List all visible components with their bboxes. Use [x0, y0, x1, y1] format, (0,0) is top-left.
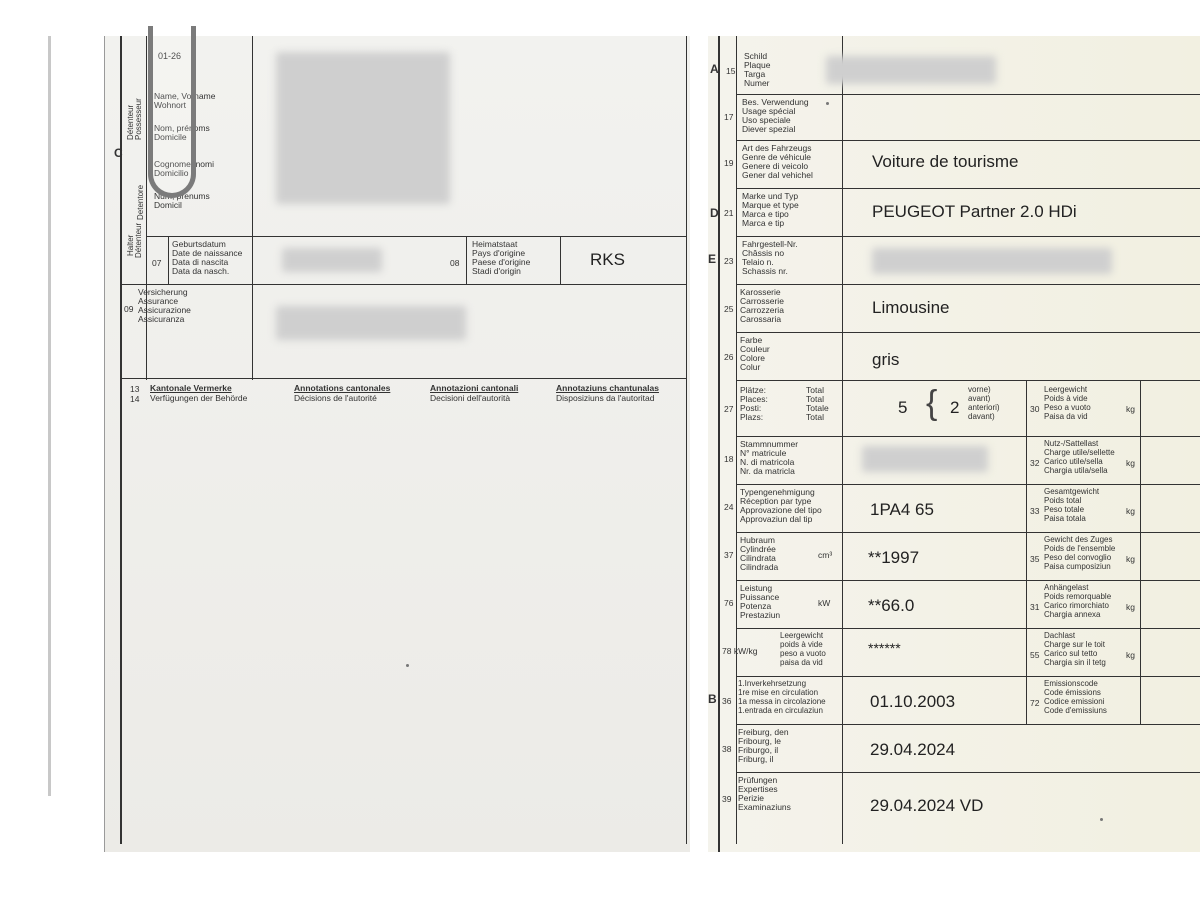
side-label-detenteur: Détenteur — [134, 222, 143, 258]
divider — [736, 236, 1200, 237]
f27-label-2: Places: — [740, 394, 768, 404]
f39-label-1: Prüfungen — [738, 775, 778, 785]
f31-label-3: Carico rimorchiato — [1044, 601, 1109, 610]
f78-label-3: peso a vuoto — [780, 649, 826, 658]
f17-label-4: Diever spezial — [742, 124, 796, 134]
holder-label-8: Domicil — [154, 200, 182, 210]
divider — [146, 36, 147, 380]
redacted-matricule — [862, 446, 988, 472]
f36-label-2: 1re mise en circulation — [738, 688, 819, 697]
f19-label-3: Genere di veicolo — [742, 161, 809, 171]
issue-date-value: 29.04.2024 — [870, 740, 956, 759]
divider — [1140, 380, 1141, 724]
f26-label-3: Colore — [740, 353, 766, 363]
f25-label-1: Karosserie — [740, 287, 781, 297]
f32-label-2: Charge utile/sellette — [1044, 448, 1115, 457]
f33-label-1: Gesamtgewicht — [1044, 487, 1100, 496]
field-72-number: 72 — [1030, 698, 1040, 708]
f18-label-3: N. di matricola — [740, 457, 795, 467]
f31-label-2: Poids remorquable — [1044, 592, 1112, 601]
f27-front-3: anteriori) — [968, 403, 1000, 412]
f18-label-1: Stammnummer — [740, 439, 799, 449]
divider — [168, 236, 169, 284]
f32-label-1: Nutz-/Sattellast — [1044, 439, 1099, 448]
f27-label-4: Plazs: — [740, 412, 764, 422]
holder-label-3: Nom, prénoms — [154, 123, 210, 133]
field-25-number: 25 — [724, 304, 734, 314]
divider — [466, 236, 467, 284]
f31-label-4: Chargia annexa — [1044, 610, 1101, 619]
f76-unit: kW — [818, 598, 831, 608]
field-24-number: 24 — [724, 502, 734, 512]
f55-unit: kg — [1126, 650, 1135, 660]
f76-label-2: Puissance — [740, 592, 780, 602]
f37-label-1: Hubraum — [740, 535, 775, 545]
f07-label-4: Data da nasch. — [172, 266, 230, 276]
redacted-holder — [276, 52, 450, 204]
f17-label-2: Usage spécial — [742, 106, 796, 116]
divider — [736, 284, 1200, 285]
f55-label-3: Carico sul tetto — [1044, 649, 1098, 658]
f35-unit: kg — [1126, 554, 1135, 564]
f30-unit: kg — [1126, 404, 1135, 414]
f17-label-1: Bes. Verwendung — [742, 97, 809, 107]
field-31-number: 31 — [1030, 602, 1040, 612]
f36-label-4: 1.entrada en circulaziun — [738, 706, 823, 715]
annot-col3-title: Annotazioni cantonali — [430, 383, 519, 393]
f76-label-1: Leistung — [740, 583, 773, 593]
holder-label-1: Name, Vorname — [154, 91, 216, 101]
f09-label-3: Assicurazione — [138, 305, 191, 315]
field-18-number: 18 — [724, 454, 734, 464]
speck — [826, 102, 829, 105]
annot-col4-title: Annotaziuns chantunalas — [556, 383, 659, 393]
f35-label-1: Gewicht des Zuges — [1044, 535, 1113, 544]
f30-label-3: Peso a vuoto — [1044, 403, 1091, 412]
f33-label-4: Paisa totala — [1044, 514, 1086, 523]
f31-label-1: Anhängelast — [1044, 583, 1089, 592]
field-76-number: 76 — [724, 598, 734, 608]
f76-label-3: Potenza — [740, 601, 772, 611]
f38-label-2: Fribourg, le — [738, 736, 781, 746]
annot-col1-sub: Verfügungen der Behörde — [150, 393, 248, 403]
f24-label-3: Approvazione del tipo — [740, 505, 822, 515]
f18-label-4: Nr. da matricla — [740, 466, 795, 476]
f72-label-3: Codice emissioni — [1044, 697, 1105, 706]
field-36-number: 36 — [722, 696, 732, 706]
f09-label-1: Versicherung — [138, 287, 188, 297]
divider — [736, 188, 1200, 189]
divider — [736, 676, 1200, 677]
f33-label-3: Peso totale — [1044, 505, 1085, 514]
f19-label-4: Gener dal vehichel — [742, 170, 813, 180]
f23-label-4: Schassis nr. — [742, 266, 788, 276]
f55-label-1: Dachlast — [1044, 631, 1076, 640]
divider — [736, 724, 1200, 725]
divider — [736, 772, 1200, 773]
f07-label-2: Date de naissance — [172, 248, 243, 258]
section-letter-a: A — [710, 62, 719, 76]
f36-label-1: 1.Inverkehrsetzung — [738, 679, 807, 688]
f27-total-2: Total — [806, 394, 824, 404]
power-weight-value: ****** — [868, 640, 901, 656]
divider — [736, 484, 1200, 485]
side-label-possesseur: Possesseur — [134, 98, 143, 140]
type-approval-value: 1PA4 65 — [870, 500, 934, 519]
f38-label-3: Friburgo, il — [738, 745, 779, 755]
redacted-chassis — [872, 248, 1112, 274]
holder-label-6: Domicilio — [154, 168, 189, 178]
f24-label-4: Approvaziun dal tip — [740, 514, 813, 524]
f78-label-2: poids à vide — [780, 640, 823, 649]
divider — [736, 140, 1200, 141]
section-letter-e: E — [708, 252, 717, 266]
section-letter-d: D — [710, 206, 719, 220]
holder-label-5: Cognome, nomi — [154, 159, 215, 169]
seats-total-value: 5 — [898, 398, 908, 417]
field-08-number: 08 — [450, 258, 460, 268]
make-model-value: PEUGEOT Partner 2.0 HDi — [872, 202, 1077, 221]
color-value: gris — [872, 350, 900, 369]
divider — [146, 236, 686, 237]
field-30-number: 30 — [1030, 404, 1040, 414]
f23-label-1: Fahrgestell-Nr. — [742, 239, 798, 249]
divider — [252, 36, 253, 380]
field-21-number: 21 — [724, 208, 734, 218]
holder-label-2: Wohnort — [154, 100, 186, 110]
f25-label-4: Carossaria — [740, 314, 782, 324]
divider — [120, 284, 686, 285]
f15-label-2: Plaque — [744, 60, 771, 70]
f55-label-4: Chargia sin il tetg — [1044, 658, 1106, 667]
f09-label-4: Assicuranza — [138, 314, 185, 324]
f37-label-2: Cylindrée — [740, 544, 776, 554]
field-39-number: 39 — [722, 794, 732, 804]
f27-total-3: Totale — [806, 403, 829, 413]
f76-label-4: Prestaziun — [740, 610, 781, 620]
f27-label-3: Posti: — [740, 403, 762, 413]
holder-label-4: Domicile — [154, 132, 187, 142]
field-35-number: 35 — [1030, 554, 1040, 564]
divider — [1026, 380, 1027, 724]
speck — [406, 664, 409, 667]
f39-label-4: Examinaziuns — [738, 802, 791, 812]
annot-col2-title: Annotations cantonales — [294, 383, 391, 393]
f72-label-1: Emissionscode — [1044, 679, 1098, 688]
annot-col3-sub: Decisioni dell'autorità — [430, 393, 511, 403]
body-type-value: Limousine — [872, 298, 950, 317]
f21-label-1: Marke und Typ — [742, 191, 799, 201]
field-09-number: 09 — [124, 304, 134, 314]
nationality-value: RKS — [590, 250, 625, 269]
annot-col1-title: Kantonale Vermerke — [150, 383, 232, 393]
f19-label-1: Art des Fahrzeugs — [742, 143, 812, 153]
f27-front-4: davant) — [968, 412, 995, 421]
f21-label-4: Marca e tip — [742, 218, 785, 228]
f09-label-2: Assurance — [138, 296, 179, 306]
field-38-number: 38 — [722, 744, 732, 754]
vehicle-type-value: Voiture de tourisme — [872, 152, 1019, 171]
divider — [686, 36, 687, 844]
f27-total-4: Total — [806, 412, 824, 422]
holder-label-7: Num, prenums — [154, 191, 210, 201]
divider — [736, 532, 1200, 533]
f78-label-4: paisa da vid — [780, 658, 823, 667]
power-value: **66.0 — [868, 596, 915, 615]
f38-label-1: Freiburg, den — [738, 727, 789, 737]
page-margin — [0, 852, 1200, 900]
field-33-number: 33 — [1030, 506, 1040, 516]
divider — [736, 36, 737, 844]
f36-label-3: 1a messa in circolazione — [738, 697, 826, 706]
side-label-halter: Halter — [126, 234, 135, 256]
f21-label-2: Marque et type — [742, 200, 799, 210]
f32-unit: kg — [1126, 458, 1135, 468]
f37-label-3: Cilindrata — [740, 553, 776, 563]
f31-unit: kg — [1126, 602, 1135, 612]
paper-clip-icon — [148, 26, 196, 198]
annot-col4-sub: Disposiziuns da l'autoritad — [556, 393, 655, 403]
f30-label-4: Paisa da vid — [1044, 412, 1088, 421]
f07-label-3: Data di nascita — [172, 257, 229, 267]
redacted-insurance — [276, 306, 466, 340]
f18-label-2: N° matricule — [740, 448, 787, 458]
f37-unit: cm³ — [818, 550, 833, 560]
f24-label-1: Typengenehmigung — [740, 487, 815, 497]
f35-label-2: Poids de l'ensemble — [1044, 544, 1116, 553]
f78-label-1: Leergewicht — [780, 631, 824, 640]
annot-col2-sub: Décisions de l'autorité — [294, 393, 377, 403]
f23-label-3: Telaio n. — [742, 257, 774, 267]
f32-label-4: Chargia utila/sella — [1044, 466, 1108, 475]
divider — [736, 580, 1200, 581]
divider — [736, 628, 1200, 629]
cylinder-capacity-value: **1997 — [868, 548, 920, 567]
f27-front-2: avant) — [968, 394, 991, 403]
f30-label-1: Leergewicht — [1044, 385, 1088, 394]
f39-label-2: Expertises — [738, 784, 778, 794]
redacted-birthdate — [282, 248, 382, 272]
divider — [736, 94, 1200, 95]
f15-label-1: Schild — [744, 51, 768, 61]
f38-label-4: Friburg, il — [738, 754, 774, 764]
f26-label-2: Couleur — [740, 344, 770, 354]
first-registration-value: 01.10.2003 — [870, 692, 956, 711]
speck — [1100, 818, 1103, 821]
f32-label-3: Carico utile/sella — [1044, 457, 1103, 466]
f37-label-4: Cilindrada — [740, 562, 779, 572]
field-13-number: 13 — [130, 384, 140, 394]
inspection-value: 29.04.2024 VD — [870, 796, 984, 815]
f72-label-4: Code d'emissiuns — [1044, 706, 1107, 715]
f27-front-1: vorne) — [968, 385, 991, 394]
f15-label-4: Numer — [744, 78, 770, 88]
divider — [120, 378, 686, 379]
divider — [560, 236, 561, 284]
f27-label-1: Plätze: — [740, 385, 766, 395]
field-17-number: 17 — [724, 112, 734, 122]
field-32-number: 32 — [1030, 458, 1040, 468]
f08-label-2: Pays d'origine — [472, 248, 526, 258]
field-27-number: 27 — [724, 404, 734, 414]
f35-label-3: Peso del convoglio — [1044, 553, 1112, 562]
f26-label-1: Farbe — [740, 335, 763, 345]
page-edge — [48, 36, 51, 796]
f23-label-2: Châssis no — [742, 248, 785, 258]
f08-label-3: Paese d'origine — [472, 257, 531, 267]
f25-label-3: Carrozzeria — [740, 305, 784, 315]
holder-id: 01-26 — [158, 51, 182, 61]
field-15-number: 15 — [726, 66, 736, 76]
field-19-number: 19 — [724, 158, 734, 168]
f15-label-3: Targa — [744, 69, 766, 79]
f35-label-4: Paisa cumposiziun — [1044, 562, 1111, 571]
f33-unit: kg — [1126, 506, 1135, 516]
f27-total-1: Total — [806, 385, 824, 395]
divider — [736, 436, 1200, 437]
brace-icon: { — [926, 384, 938, 422]
section-letter-c: C — [114, 146, 123, 160]
field-26-number: 26 — [724, 352, 734, 362]
redacted-plate — [826, 56, 996, 84]
divider — [842, 36, 843, 844]
f30-label-2: Poids à vide — [1044, 394, 1088, 403]
field-07-number: 07 — [152, 258, 162, 268]
section-letter-b: B — [708, 692, 717, 706]
f39-label-3: Perizie — [738, 793, 764, 803]
field-55-number: 55 — [1030, 650, 1040, 660]
f33-label-2: Poids total — [1044, 496, 1082, 505]
field-23-number: 23 — [724, 256, 734, 266]
field-78-number: 78 kW/kg — [722, 646, 758, 656]
f17-label-3: Uso speciale — [742, 115, 791, 125]
divider — [736, 380, 1200, 381]
field-37-number: 37 — [724, 550, 734, 560]
f55-label-2: Charge sur le toit — [1044, 640, 1105, 649]
f72-label-2: Code émissions — [1044, 688, 1101, 697]
f08-label-4: Stadi d'origin — [472, 266, 521, 276]
field-14-number: 14 — [130, 394, 140, 404]
f08-label-1: Heimatstaat — [472, 239, 518, 249]
f21-label-3: Marca e tipo — [742, 209, 789, 219]
side-label-detenteur-2: Détenteur — [126, 104, 135, 140]
f19-label-2: Genre de véhicule — [742, 152, 811, 162]
side-label-detentore: Detentore — [136, 184, 145, 220]
divider — [736, 332, 1200, 333]
f24-label-2: Réception par type — [740, 496, 812, 506]
f26-label-4: Colur — [740, 362, 761, 372]
f25-label-2: Carrosserie — [740, 296, 784, 306]
f07-label-1: Geburtsdatum — [172, 239, 226, 249]
seats-front-value: 2 — [950, 398, 960, 417]
